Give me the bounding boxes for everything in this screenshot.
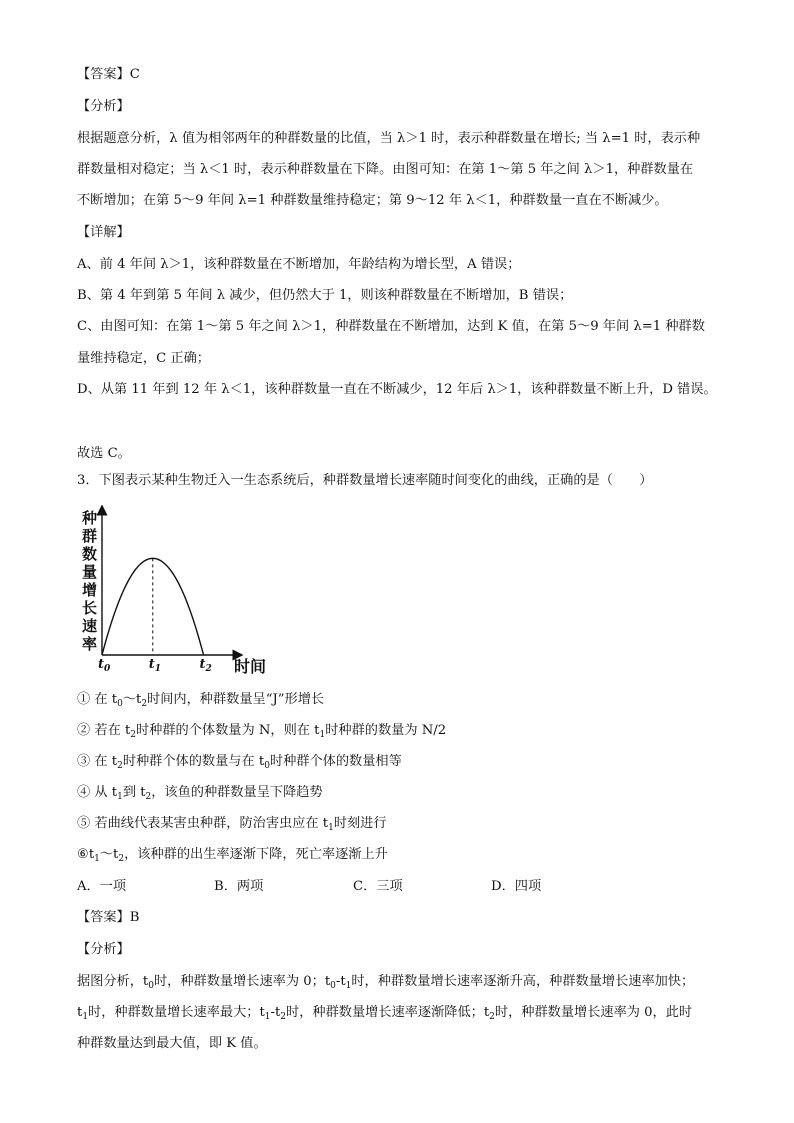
y-label-char: 率 xyxy=(82,635,98,653)
statement-text: $t_1\sim t_2$，该种群的出生率逐渐下降，死亡率逐渐上升 xyxy=(88,847,388,864)
y-label-char: 种 xyxy=(82,509,98,527)
option-d: D．四项 xyxy=(491,879,542,894)
analysis-heading-1: 【分析】 xyxy=(77,99,130,114)
answer-label-2: 【答案】B xyxy=(77,910,140,925)
analysis-heading-2: 【分析】 xyxy=(77,942,130,957)
analysis-line: 群数量相对稳定；当 λ＜1 时，表示种群数量在下降。由图可知：在第 1～第 5 年之间 λ＞1，种群数量在 xyxy=(77,162,694,177)
statement-1: ① 在 $t_0\sim t_2$时间内，种群数量呈“J”形增长 xyxy=(77,692,325,709)
question-3-stem: 3．下图表示某种生物迁入一生态系统后，种群数量增长速率随时间变化的曲线，正确的是（ ） xyxy=(77,473,653,488)
x-tick-label: $t_1$ xyxy=(148,657,162,674)
option-b: B．两项 xyxy=(214,879,264,894)
analysis2-line: $t_1$时，种群数量增长速率最大；$t_1-t_2$时，种群数量增长速率逐渐降低；$t_2$时，种群数量增长速率为 0，此时 xyxy=(77,1005,693,1022)
detail-line-b: B、第 4 年到第 5 年间 λ 减少，但仍然大于 1，则该种群数量在不断增加，B 错误； xyxy=(77,288,573,303)
y-axis-label xyxy=(81,509,97,653)
detail-line-a: A、前 4 年间 λ＞1，该种群数量在不断增加，年龄结构为增长型，A 错误； xyxy=(77,257,521,272)
statement-4: ④ 从 $t_1$到 $t_2$，该鱼的种群数量呈下降趋势 xyxy=(77,785,323,802)
x-axis-label: 时间 xyxy=(234,657,267,675)
statement-text: 在 $t_2$时种群个体的数量与在 $t_0$时种群个体的数量相等 xyxy=(94,754,402,771)
detail-line-d: D、从第 11 年到 12 年 λ＜1，该种群数量一直在不断减少，12 年后 λ＞1，该种群数量不断上升，D 错误。 xyxy=(77,382,717,397)
y-label-char: 增 xyxy=(82,581,98,599)
option-a: A．一项 xyxy=(77,879,127,894)
y-label-char: 速 xyxy=(82,617,98,635)
y-label-char: 数 xyxy=(82,545,98,563)
analysis2-line: 据图分析，$t_0$时，种群数量增长速率为 0；$t_0-t_1$时，种群数量增长速率逐渐升高，种群数量增长速率加快； xyxy=(77,974,695,991)
analysis2-line: 种群数量达到最大值，即 K 值。 xyxy=(77,1036,267,1051)
statement-text: 若曲线代表某害虫种群，防治害虫应在 $t_1$时刻进行 xyxy=(94,816,387,833)
x-tick-label: $t_0$ xyxy=(98,657,111,674)
statement-6: $⑥t_1\sim t_2$，该种群的出生率逐渐下降，死亡率逐渐上升 xyxy=(77,847,388,864)
growth-rate-chart xyxy=(74,505,274,675)
statement-2: ② 若在 $t_2$时种群的个体数量为 N，则在 $t_1$时种群的数量为 N/2 xyxy=(77,723,447,740)
y-label-char: 长 xyxy=(82,599,98,617)
statement-text: 从 $t_1$到 $t_2$，该鱼的种群数量呈下降趋势 xyxy=(94,785,323,802)
detail-heading: 【详解】 xyxy=(77,225,130,240)
statement-3: ③ 在 $t_2$时种群个体的数量与在 $t_0$时种群个体的数量相等 xyxy=(77,754,402,771)
y-label-char: 群 xyxy=(82,527,98,545)
y-label-char: 量 xyxy=(82,563,98,581)
x-tick-label: $t_2$ xyxy=(199,657,212,674)
option-c: C．三项 xyxy=(353,879,403,894)
statement-text: 在 $t_0\sim t_2$时间内，种群数量呈“J”形增长 xyxy=(94,692,325,709)
analysis-line: 根据题意分析，λ 值为相邻两年的种群数量的比值，当 λ＞1 时，表示种群数量在增长; 当 λ=1 时，表示种 xyxy=(77,131,701,146)
statement-text: 若在 $t_2$时种群的个体数量为 N，则在 $t_1$时种群的数量为 N/2 xyxy=(94,723,447,740)
detail-line-c: C、由图可知：在第 1～第 5 年之间 λ＞1，种群数量在不断增加，达到 K 值，在第 5～9 年间 λ=1 种群数 xyxy=(77,319,705,334)
detail-line-c-cont: 量维持稳定，C 正确； xyxy=(77,351,210,366)
answer-label-1: 【答案】C xyxy=(77,67,140,82)
analysis-line: 不断增加；在第 5～9 年间 λ=1 种群数量维持稳定；第 9～12 年 λ＜1，种群数量一直在不断减少。 xyxy=(77,193,668,208)
statement-5: ⑤ 若曲线代表某害虫种群，防治害虫应在 $t_1$时刻进行 xyxy=(77,816,387,833)
conclusion: 故选 C。 xyxy=(77,446,131,461)
